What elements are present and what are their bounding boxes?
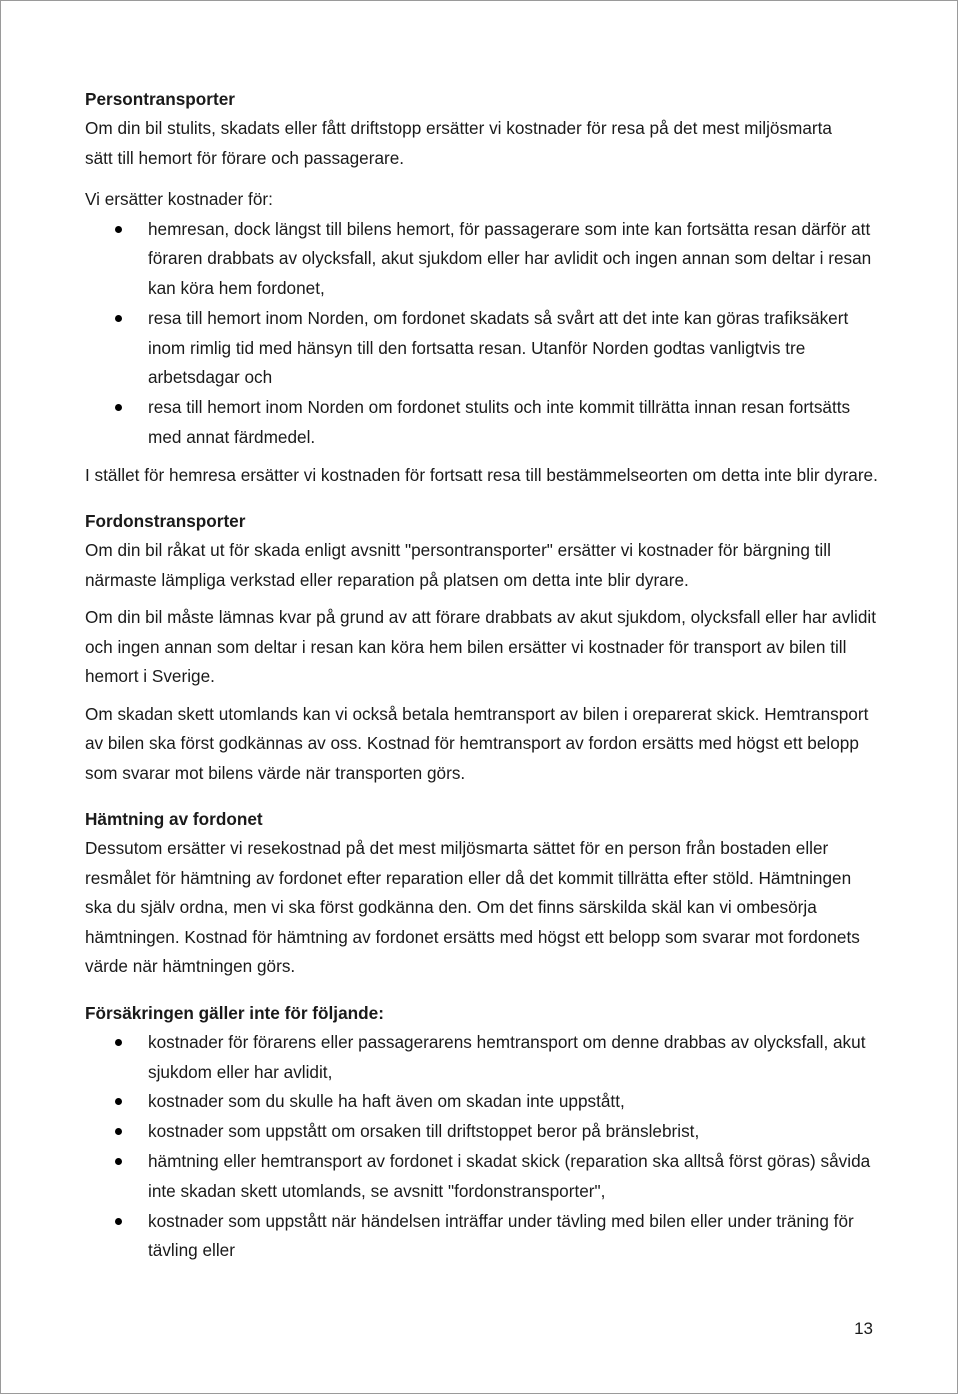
paragraph-fordonstransporter-3: Om skadan skett utomlands kan vi också betala hemtransport av bilen i oreparerat skick. Hemtransport av bilen ska först godkännas av oss. Kostnad för hemtransport av fordon ersätts med högst ett belopp som svarar mot bilens värde när transporten görs. <box>85 703 869 783</box>
heading-hamtning: Hämtning av fordonet <box>85 809 263 830</box>
paragraph-fordonstransporter-1: Om din bil råkat ut för skada enligt avsnitt "persontransporter" ersätter vi kostnader för bärgning till närmaste lämpliga verkstad eller reparation på platsen om detta inte blir dyrare. <box>85 540 831 590</box>
bullet-icon <box>115 226 122 233</box>
bullet-icon <box>115 315 122 322</box>
list-item: resa till hemort inom Norden om fordonet stulits och inte kommit tillrätta innan resan fortsätts med annat färdmedel. <box>85 393 885 453</box>
page-content <box>85 85 885 1266</box>
bullet-list-exclusions <box>85 1028 885 1266</box>
list-item: resa till hemort inom Norden, om fordonet skadats så svårt att det inte kan göras trafiksäkert inom rimlig tid med hänsyn till den fortsatta resan. Utanför Norden godtas vanligtvis tre arbetsdagar och <box>85 304 885 393</box>
list-item: kostnader som du skulle ha haft även om skadan inte uppstått, <box>85 1087 885 1117</box>
bullet-icon <box>115 1039 122 1046</box>
heading-exclusions: Försäkringen gäller inte för följande: <box>85 1002 384 1023</box>
bullet-list-covered-costs <box>85 215 885 453</box>
page-number: 13 <box>854 1319 873 1338</box>
paragraph-fordonstransporter-2: Om din bil måste lämnas kvar på grund av att förare drabbats av akut sjukdom, olycksfall eller har avlidit och ingen annan som deltar i resan kan köra hem bilen ersätter vi kostnader för transport av bilen till hemort i Sverige. <box>85 607 876 687</box>
bullet-icon <box>115 404 122 411</box>
bullet-icon <box>115 1128 122 1135</box>
paragraph-persontransporter-intro: Om din bil stulits, skadats eller fått driftstopp ersätter vi kostnader för resa på det mest miljösmarta sätt till hemort för förare och passagerare. <box>85 118 832 168</box>
paragraph-persontransporter-after: I stället för hemresa ersätter vi kostnaden för fortsatt resa till bestämmelseorten om detta inte blir dyrare. <box>85 464 878 485</box>
bullet-icon <box>115 1098 122 1105</box>
list-item: hämtning eller hemtransport av fordonet i skadat skick (reparation ska alltså först göras) såvida inte skadan skett utomlands, se avsnitt "fordonstransporter", <box>85 1147 885 1207</box>
list-intro: Vi ersätter kostnader för: <box>85 189 273 209</box>
heading-fordonstransporter: Fordonstransporter <box>85 511 246 532</box>
list-item: kostnader som uppstått om orsaken till driftstoppet beror på bränslebrist, <box>85 1117 885 1147</box>
bullet-icon <box>115 1218 122 1225</box>
list-item: kostnader för förarens eller passagerarens hemtransport om denne drabbas av olycksfall, akut sjukdom eller har avlidit, <box>85 1028 885 1088</box>
paragraph-hamtning: Dessutom ersätter vi resekostnad på det mest miljösmarta sättet för en person från bostaden eller resmålet för hämtning av fordonet efter reparation eller då det kommit tillrätta efter stöld. Hämtningen ska du själv ordna, men vi ska först godkänna den. Om det finns särskilda skäl kan vi ombesörja hämtningen. Kostnad för hämtning av fordonet ersätts med högst ett belopp som svarar mot fordonets värde när hämtningen görs. <box>85 838 860 977</box>
list-item: kostnader som uppstått när händelsen inträffar under tävling med bilen eller under träning för tävling eller <box>85 1207 885 1267</box>
bullet-icon <box>115 1158 122 1165</box>
heading-persontransporter: Persontransporter <box>85 89 235 109</box>
list-item: hemresan, dock längst till bilens hemort, för passagerare som inte kan fortsätta resan därför att föraren drabbats av olycksfall, akut sjukdom eller har avlidit och ingen annan som deltar i resan kan köra hem fordonet, <box>85 215 885 304</box>
